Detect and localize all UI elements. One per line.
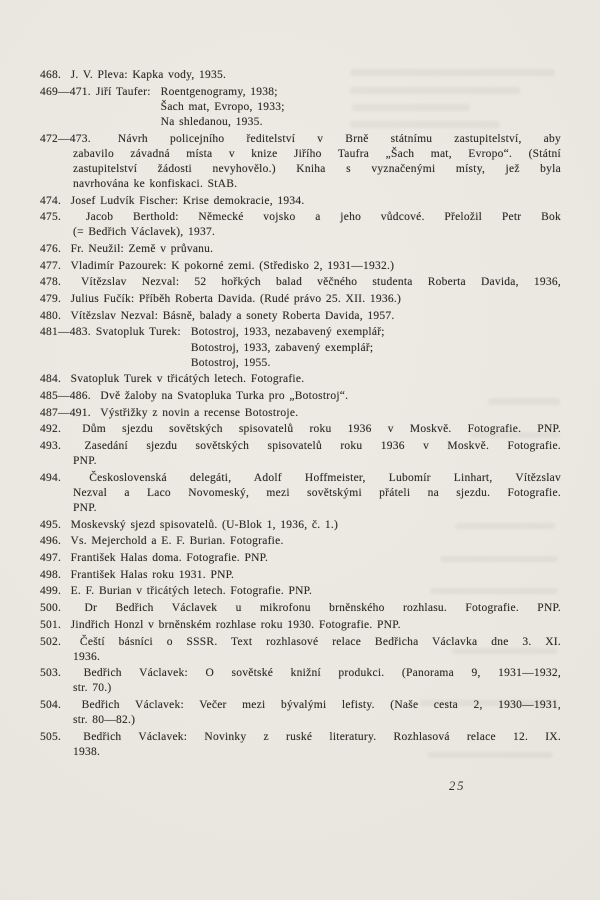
entry-line	[40, 406, 561, 421]
entry-text: Výstřižky z novin a recense Botostroje.	[100, 406, 299, 419]
entry-author: Jiří Taufer:	[95, 85, 151, 98]
entry	[40, 85, 561, 130]
entry-number: 501.	[40, 618, 62, 631]
entry	[40, 194, 561, 209]
entry	[40, 309, 561, 324]
entry-line	[40, 635, 561, 650]
entry	[40, 389, 561, 404]
entry-text: Dům sjezdu sovětských spisovatelů roku 1936 v Moskvě. Fotografie. PNP.	[82, 423, 562, 436]
entry	[40, 242, 561, 257]
entry	[40, 635, 561, 665]
entry-line	[40, 534, 561, 549]
entry-text: Vs. Mejerchold a E. F. Burian. Fotografie.	[70, 535, 284, 548]
entry	[40, 292, 561, 307]
entry-title: Botostroj, 1955.	[190, 356, 271, 369]
entry-line	[40, 309, 561, 324]
entry-text: PNP.	[73, 502, 97, 515]
entry	[40, 422, 561, 437]
entry-line	[40, 601, 561, 616]
entry-text: Československá delegáti, Adolf Hoffmeister, Lubomír Linhart, Vítězslav	[89, 471, 562, 484]
entry-row	[40, 325, 561, 370]
entry-number: 494.	[40, 471, 62, 484]
entry-text: E. F. Burian v třicátých letech. Fotografie. PNP.	[70, 585, 313, 598]
entry-line	[40, 439, 561, 454]
entry-text: Dr Bedřich Václavek u mikrofonu brněnského rozhlasu. Fotografie. PNP.	[84, 602, 561, 615]
entry-line	[40, 568, 561, 583]
entry-text: Julius Fučík: Příběh Roberta Davida. (Rudé právo 25. XII. 1936.)	[70, 293, 402, 306]
entry-line	[40, 713, 561, 728]
entry-author: Svatopluk Turek:	[95, 326, 181, 339]
entry-line	[40, 177, 561, 192]
entry-text: Svatopluk Turek v třicátých letech. Fotografie.	[70, 373, 305, 386]
entry-line	[40, 584, 561, 599]
entry-number: 477.	[40, 259, 62, 272]
entry	[40, 259, 561, 274]
entry-line	[40, 162, 561, 177]
entry-text: str. 70.)	[73, 682, 112, 695]
entry	[40, 584, 561, 599]
entry-line	[40, 486, 561, 501]
entry	[40, 325, 561, 370]
bibliography-entries	[40, 68, 561, 762]
entry-text: Čeští básníci o SSSR. Text rozhlasové relace Bedřicha Václavka dne 3. XI.	[79, 635, 562, 648]
entry-number: 496.	[40, 535, 62, 548]
entry	[40, 439, 561, 469]
entry-line	[40, 551, 561, 566]
entry-text: Jindřich Honzl v brněnském rozhlase roku 1930. Fotografie. PNP.	[70, 618, 401, 631]
entry-text: Bedřich Václavek: Novinky z ruské literatury. Rozhlasová relace 12. IX.	[83, 730, 561, 743]
entry-line	[40, 275, 561, 290]
entry	[40, 666, 561, 696]
entry-text: Moskevský sjezd spisovatelů. (U-Blok 1, 1936, č. 1.)	[70, 518, 339, 531]
entry-text: Josef Ludvík Fischer: Krise demokracie, 1934.	[70, 194, 305, 207]
entry-number: 487—491.	[40, 406, 91, 419]
entry-number: 497.	[40, 552, 62, 565]
entry-text: navrhována ke konfiskaci. StAB.	[73, 177, 238, 190]
entry-number: 500.	[40, 602, 62, 615]
entry-text: Vítězslav Nezval: 52 hořkých balad věčného studenta Roberta Davida, 1936,	[81, 276, 561, 289]
entry-title-column	[161, 85, 561, 130]
entry	[40, 275, 561, 290]
entry-title: Na shledanou, 1935.	[160, 115, 263, 128]
entry-number: 480.	[40, 309, 62, 322]
entry-text: Zasedání sjezdu sovětských spisovatelů roku 1936 v Moskvě. Fotografie.	[84, 440, 561, 453]
entry-title: Šach mat, Evropo, 1933;	[160, 100, 285, 113]
entry-text: Vladimír Pazourek: K pokorné zemi. (Středisko 2, 1931—1932.)	[70, 259, 395, 272]
entry-text: str. 80—82.)	[73, 714, 136, 727]
entry-line	[40, 422, 561, 437]
entry	[40, 568, 561, 583]
entry-line	[40, 518, 561, 533]
entry-text: Návrh policejního ředitelství v Brně státnímu zastupitelství, aby	[117, 132, 561, 145]
entry-number: 505.	[40, 730, 62, 743]
entry-line	[40, 698, 561, 713]
entry-row	[40, 85, 561, 130]
entry-number: 499.	[40, 585, 62, 598]
entry-number: 468.	[40, 69, 62, 81]
entry	[40, 698, 561, 728]
entry-text: PNP.	[73, 455, 97, 468]
entry-line	[40, 471, 561, 486]
entry-text: Dvě žaloby na Svatopluka Turka pro „Botostroj“.	[100, 390, 349, 402]
entry-text: Bedřich Václavek: Večer mezi bývalými lefisty. (Naše cesta 2, 1930—1931,	[81, 699, 561, 712]
entry-number: 484.	[40, 373, 62, 386]
entry-number: 476.	[40, 243, 62, 255]
entry-number: 472—473.	[40, 132, 91, 145]
entry	[40, 601, 561, 616]
entry-line	[40, 730, 561, 745]
entry-line	[40, 666, 561, 681]
entry-line	[40, 454, 561, 469]
entry-line	[40, 68, 561, 83]
entry-number: 475.	[40, 211, 62, 224]
entry-number: 479.	[40, 293, 62, 306]
entry-number: 485—486.	[40, 390, 91, 402]
page-number: 25	[449, 779, 466, 793]
entry-text: Fr. Neužil: Země v průvanu.	[70, 243, 214, 255]
entry-number: 478.	[40, 276, 62, 289]
entry-line	[40, 259, 561, 274]
entry-line	[40, 681, 561, 696]
entry-line	[40, 147, 561, 162]
entry-text: František Halas roku 1931. PNP.	[70, 568, 235, 581]
entry-text: zabavilo závadná místa v knize Jiřího Taufra „Šach mat, Evropo“. (Státní	[73, 147, 561, 160]
entry-text: Bedřich Václavek: O sovětské knižní produkci. (Panorama 9, 1931—1932,	[83, 667, 561, 680]
entry-number: 492.	[40, 423, 62, 436]
entry	[40, 730, 561, 760]
entry-title: Botostroj, 1933, zabavený exemplář;	[190, 341, 374, 354]
entry	[40, 534, 561, 549]
entry-number: 502.	[40, 635, 62, 648]
entry-text: Nezval a Laco Novomeský, mezi sovětskými přáteli na sjezdu. Fotografie.	[73, 486, 561, 499]
entry-number: 495.	[40, 518, 62, 531]
entry-number: 503.	[40, 667, 62, 680]
entry-line	[40, 132, 561, 147]
entry-line	[40, 225, 561, 240]
entry-text: František Halas doma. Fotografie. PNP.	[70, 552, 269, 565]
entry-line	[40, 745, 561, 760]
entry-title-column	[191, 325, 561, 370]
entry-text: 1936.	[73, 650, 101, 663]
entry-line	[40, 501, 561, 516]
entry	[40, 132, 561, 192]
entry	[40, 518, 561, 533]
entry-line	[40, 210, 561, 225]
entry-line	[40, 194, 561, 209]
entry-number: 474.	[40, 194, 62, 207]
entry	[40, 372, 561, 387]
entry-title: Botostroj, 1933, nezabavený exemplář;	[190, 326, 385, 339]
entry-text: (= Bedřich Václavek), 1937.	[73, 226, 216, 239]
entry-number: 498.	[40, 568, 62, 581]
entry	[40, 551, 561, 566]
entry-text: zastupitelství žádosti nevyhovělo.) Kniha s vyznačenými místy, jež byla	[73, 162, 561, 175]
entry-text: Vítězslav Nezval: Básně, balady a sonety Roberta Davida, 1957.	[70, 309, 395, 322]
entry-number: 481—483.	[40, 326, 91, 339]
entry-line	[40, 372, 561, 387]
entry-line	[40, 292, 561, 307]
entry-line	[40, 650, 561, 665]
entry-text: J. V. Pleva: Kapka vody, 1935.	[70, 69, 227, 81]
entry-number: 493.	[40, 440, 62, 453]
entry-number: 469—471.	[40, 85, 91, 98]
entry-line	[40, 618, 561, 633]
entry-line	[40, 389, 561, 404]
entry-number: 504.	[40, 699, 62, 712]
entry-text: Jacob Berthold: Německé vojsko a jeho vůdcové. Přeložil Petr Bok	[85, 211, 562, 224]
entry	[40, 68, 561, 83]
entry	[40, 210, 561, 240]
entry-text: 1938.	[73, 745, 101, 758]
entry-line	[40, 242, 561, 257]
entry	[40, 471, 561, 516]
entry	[40, 406, 561, 421]
entry	[40, 618, 561, 633]
entry-title: Roentgenogramy, 1938;	[160, 85, 278, 98]
